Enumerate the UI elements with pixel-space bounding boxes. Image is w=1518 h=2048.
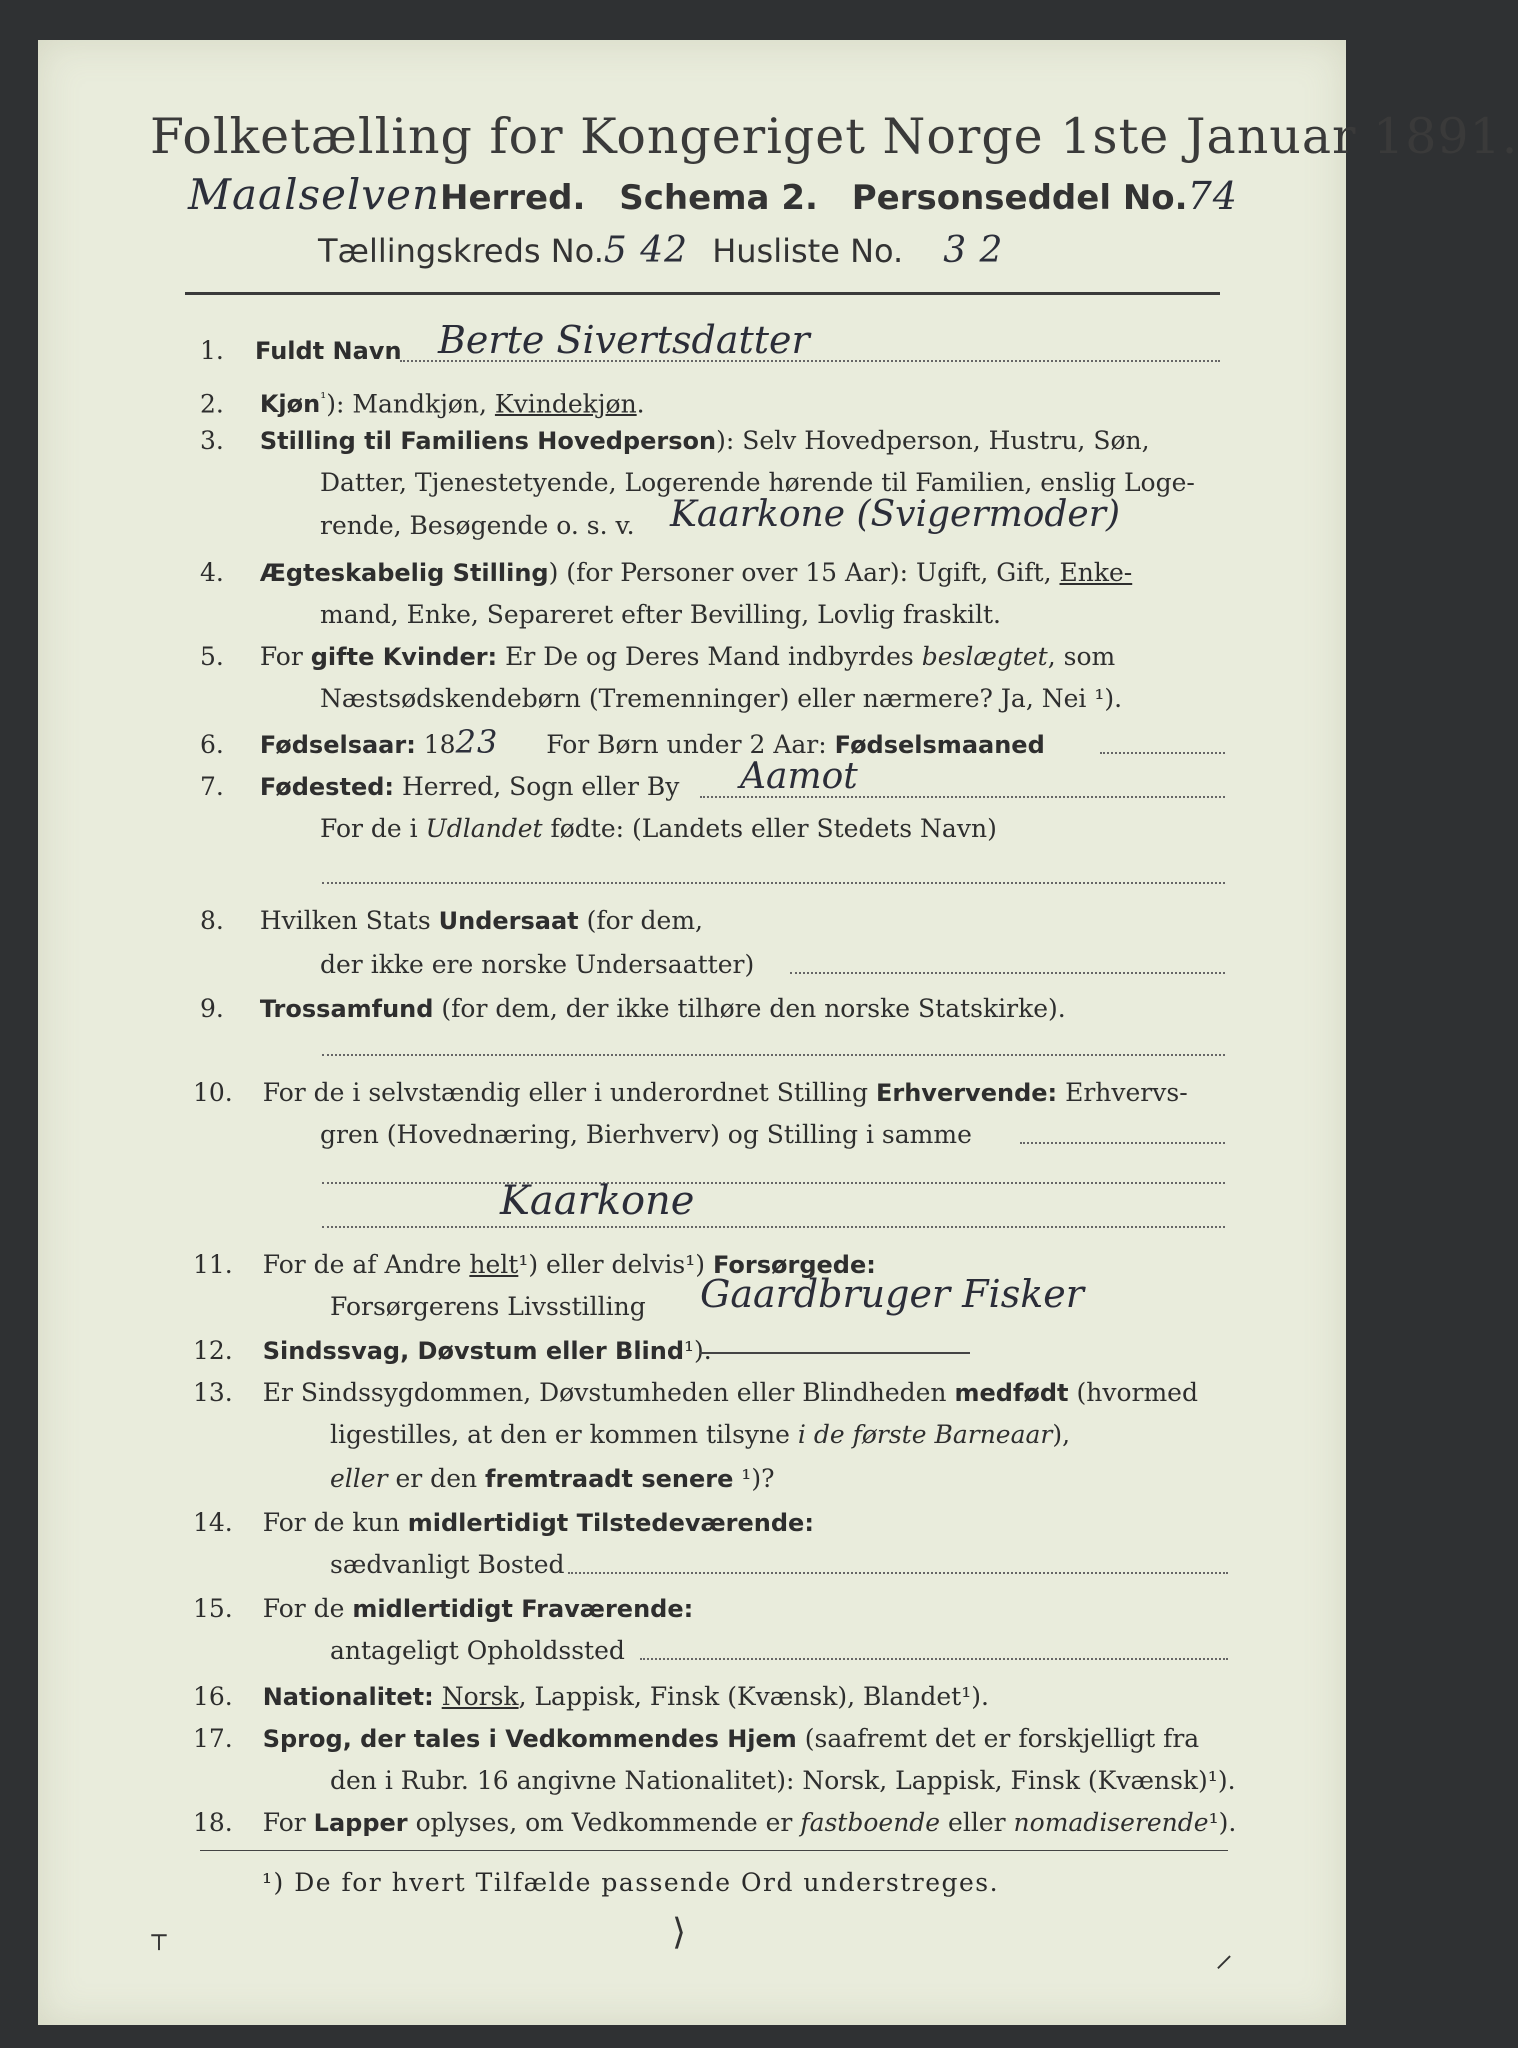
- item-text: For de: [262, 1594, 353, 1623]
- item-number: 5.: [200, 642, 224, 671]
- item-text: (for dem,: [578, 906, 703, 935]
- item-7: [200, 766, 679, 808]
- item-label: fremtraadt senere: [485, 1465, 734, 1493]
- item-label: Trossamfund: [259, 995, 434, 1023]
- item-text: (for dem, der ikke tilhøre den norske Statskirke).: [433, 994, 1066, 1023]
- item-text: For de i: [320, 814, 426, 843]
- item-text: er den: [387, 1464, 486, 1493]
- item-text: .: [636, 389, 645, 419]
- form-title: Folketælling for Kongeriget Norge 1ste Januar 1891.: [150, 108, 1518, 165]
- item-text: (saafremt det er forskjelligt fra: [796, 1724, 1200, 1753]
- item-13-line2: [330, 1414, 1070, 1455]
- item-text: ),: [1052, 1420, 1071, 1449]
- item-9: [200, 988, 1066, 1030]
- item-text: Forsørgerens Livsstilling: [330, 1292, 646, 1321]
- item-text: For Børn under 2 Aar:: [546, 730, 835, 759]
- item-text: , Lappisk, Finsk (Kvænsk), Blandet¹).: [518, 1682, 989, 1711]
- item-text: nomadiserende: [1013, 1808, 1209, 1837]
- answer-line: [1020, 1142, 1225, 1144]
- item-14: [193, 1502, 814, 1544]
- answer-provider-occupation: Gaardbruger Fisker: [700, 1272, 1084, 1316]
- item-5: [200, 636, 1115, 678]
- personseddel-label: Personseddel No.: [851, 178, 1188, 218]
- answer-occupation: Kaarkone: [500, 1178, 695, 1224]
- item-2: [200, 378, 645, 425]
- answer-line: [640, 1658, 1228, 1660]
- item-text: For: [262, 1808, 314, 1837]
- herred-value: Maalselven: [188, 170, 440, 219]
- item-label: Lapper: [313, 1809, 408, 1837]
- item-text: oplyses, om Vedkommende er: [407, 1808, 801, 1837]
- footnote: ¹) De for hvert Tilfælde passende Ord understreges.: [262, 1868, 1000, 1897]
- item-text: Er Sindssygdommen, Døvstumheden eller Blindheden: [262, 1378, 955, 1407]
- item-label: Kjøn: [259, 390, 321, 419]
- item-text: i de første Barneaar: [797, 1420, 1053, 1449]
- item-number: 14.: [193, 1508, 233, 1537]
- item-number: 9.: [200, 994, 224, 1023]
- item-label: Forsørgede:: [712, 1251, 876, 1279]
- answer-line: [322, 882, 1225, 884]
- item-17: [193, 1718, 1199, 1760]
- item-text: der ikke ere norske Undersaatter): [320, 950, 755, 979]
- item-label: Ægteskabelig Stilling: [259, 559, 549, 587]
- item-text: Herred, Sogn eller By: [394, 772, 680, 801]
- item-number: 4.: [200, 558, 224, 587]
- item-7-line2: [320, 808, 997, 849]
- item-number: 7.: [200, 772, 224, 801]
- item-number: 11.: [193, 1250, 233, 1279]
- item-text: Erhvervs-: [1057, 1078, 1188, 1107]
- item-label: midlertidigt Fraværende:: [352, 1595, 694, 1623]
- item-text: For de kun: [262, 1508, 408, 1537]
- answer-full-name: Berte Sivertsdatter: [438, 318, 810, 362]
- item-label: gifte Kvinder:: [310, 643, 498, 671]
- item-label: Fuldt Navn: [255, 337, 402, 365]
- item-16: [193, 1676, 989, 1718]
- schema-label: Schema 2.: [619, 178, 818, 218]
- personseddel-value: 74: [1187, 174, 1238, 218]
- item-text: For de i selvstændig eller i underordnet Stilling: [262, 1078, 876, 1107]
- item-label: midlertidigt Tilstedeværende:: [407, 1509, 814, 1537]
- item-text: (hvormed: [1068, 1378, 1198, 1407]
- footnote-ref: ¹: [320, 389, 327, 407]
- item-label: Undersaat: [438, 907, 579, 935]
- item-text: ) (for Personer over 15 Aar): Ugift, Gift,: [548, 558, 1060, 587]
- selected-option: Norsk: [441, 1682, 519, 1711]
- corner-mark-icon: ⸝: [1215, 1934, 1233, 1975]
- item-15: [193, 1588, 693, 1630]
- item-text: beslægtet: [921, 642, 1048, 671]
- item-label: Sprog, der tales i Vedkommendes Hjem: [262, 1725, 797, 1753]
- husliste-value: 3 2: [943, 230, 1004, 271]
- item-text: Næstsødskendebørn (Tremenninger) eller nærmere? Ja, Nei ¹).: [320, 684, 1123, 713]
- header-rule: [185, 292, 1220, 295]
- item-text: 18: [415, 730, 456, 759]
- selected-option: helt: [469, 1250, 519, 1279]
- item-text: fødte: (Landets eller Stedets Navn): [542, 814, 997, 843]
- item-number: 18.: [193, 1808, 233, 1837]
- item-text: ¹)?: [733, 1464, 775, 1493]
- item-10: [193, 1072, 1188, 1114]
- answer-line: [322, 1054, 1225, 1056]
- item-text: sædvanligt Bosted: [330, 1550, 565, 1579]
- item-6: [200, 722, 1045, 766]
- answer-line: [790, 972, 1225, 974]
- item-text: ): Mandkjøn,: [326, 389, 495, 419]
- item-label: Nationalitet:: [262, 1683, 434, 1711]
- item-18: [193, 1802, 1236, 1844]
- answer-family-position: Kaarkone (Svigermoder): [670, 494, 1120, 535]
- item-text: fastboende: [800, 1808, 941, 1837]
- item-8: [200, 900, 703, 942]
- item-number: 1.: [200, 336, 224, 365]
- item-text: ¹).: [684, 1336, 712, 1365]
- item-text: Datter, Tjenestetyende, Logerende hørende til Familien, enslig Loge-: [320, 468, 1195, 497]
- item-text: , som: [1047, 642, 1116, 671]
- item-label: medfødt: [954, 1379, 1069, 1407]
- item-12: [193, 1330, 712, 1372]
- item-text: ligestilles, at den er kommen tilsyne: [330, 1420, 798, 1449]
- item-text: ¹) eller delvis¹): [518, 1250, 713, 1279]
- item-3: [200, 420, 1150, 462]
- answer-line: [1100, 752, 1225, 754]
- item-number: 16.: [193, 1682, 233, 1711]
- item-1: [200, 330, 402, 372]
- item-number: 17.: [193, 1724, 233, 1753]
- item-text: Hvilken Stats: [259, 906, 439, 935]
- item-text: den i Rubr. 16 angivne Nationalitet): Norsk, Lappisk, Finsk (Kvænsk)¹).: [330, 1766, 1236, 1795]
- answer-line: [568, 1572, 1228, 1574]
- item-text: ¹).: [1208, 1808, 1237, 1837]
- item-text: eller: [330, 1464, 388, 1493]
- item-4: [200, 552, 1132, 594]
- item-label: Fødested:: [259, 773, 394, 801]
- item-text: antageligt Opholdssted: [330, 1636, 625, 1665]
- item-text: ): Selv Hovedperson, Hustru, Søn,: [716, 426, 1150, 455]
- herred-line: [188, 170, 1238, 219]
- item-number: 6.: [200, 730, 224, 759]
- item-text: For de af Andre: [262, 1250, 470, 1279]
- item-number: 3.: [200, 426, 224, 455]
- answer-birthplace: Aamot: [740, 756, 858, 797]
- item-label: Fødselsmaaned: [834, 731, 1045, 759]
- item-text: rende, Besøgende o. s. v.: [320, 511, 635, 540]
- item-label: Erhvervende:: [875, 1079, 1058, 1107]
- answer-line: [400, 360, 1220, 362]
- answer-line: [322, 1226, 1225, 1228]
- item-text: Er De og Deres Mand indbyrdes: [497, 642, 922, 671]
- item-text: eller: [940, 1808, 1014, 1837]
- kreds-line: [318, 230, 1003, 271]
- item-number: 15.: [193, 1594, 233, 1623]
- answer-line: [700, 1352, 970, 1354]
- item-text: Udlandet: [425, 814, 543, 843]
- item-number: 10.: [193, 1078, 233, 1107]
- footnote-rule: [200, 1850, 1228, 1851]
- item-13-line3: [330, 1458, 775, 1500]
- center-mark-icon: ⟩: [672, 1912, 687, 1953]
- answer-birth-year: 23: [455, 723, 499, 761]
- corner-mark-icon: ⸆: [150, 1928, 168, 1969]
- kreds-value: 5 42: [603, 230, 689, 271]
- herred-label: Herred.: [440, 178, 586, 218]
- item-number: 8.: [200, 906, 224, 935]
- item-label: Fødselsaar:: [259, 731, 416, 759]
- item-text: For: [259, 642, 311, 671]
- selected-option: Enke-: [1059, 558, 1133, 587]
- item-label: Sindssvag, Døvstum eller Blind: [262, 1337, 685, 1365]
- kreds-label: Tællingskreds No.: [318, 232, 604, 270]
- selected-option: Kvindekjøn: [494, 389, 637, 419]
- item-number: 12.: [193, 1336, 233, 1365]
- item-number: 2.: [200, 389, 224, 419]
- answer-line: [700, 796, 1225, 798]
- item-label: Stilling til Familiens Hovedperson: [259, 427, 717, 455]
- item-number: 13.: [193, 1378, 233, 1407]
- item-text: mand, Enke, Separeret efter Bevilling, Lovlig fraskilt.: [320, 600, 1001, 629]
- item-13: [193, 1372, 1198, 1414]
- answer-line: [322, 1182, 1225, 1184]
- husliste-label: Husliste No.: [712, 232, 904, 270]
- item-text: gren (Hovednæring, Bierhverv) og Stilling i samme: [320, 1120, 972, 1149]
